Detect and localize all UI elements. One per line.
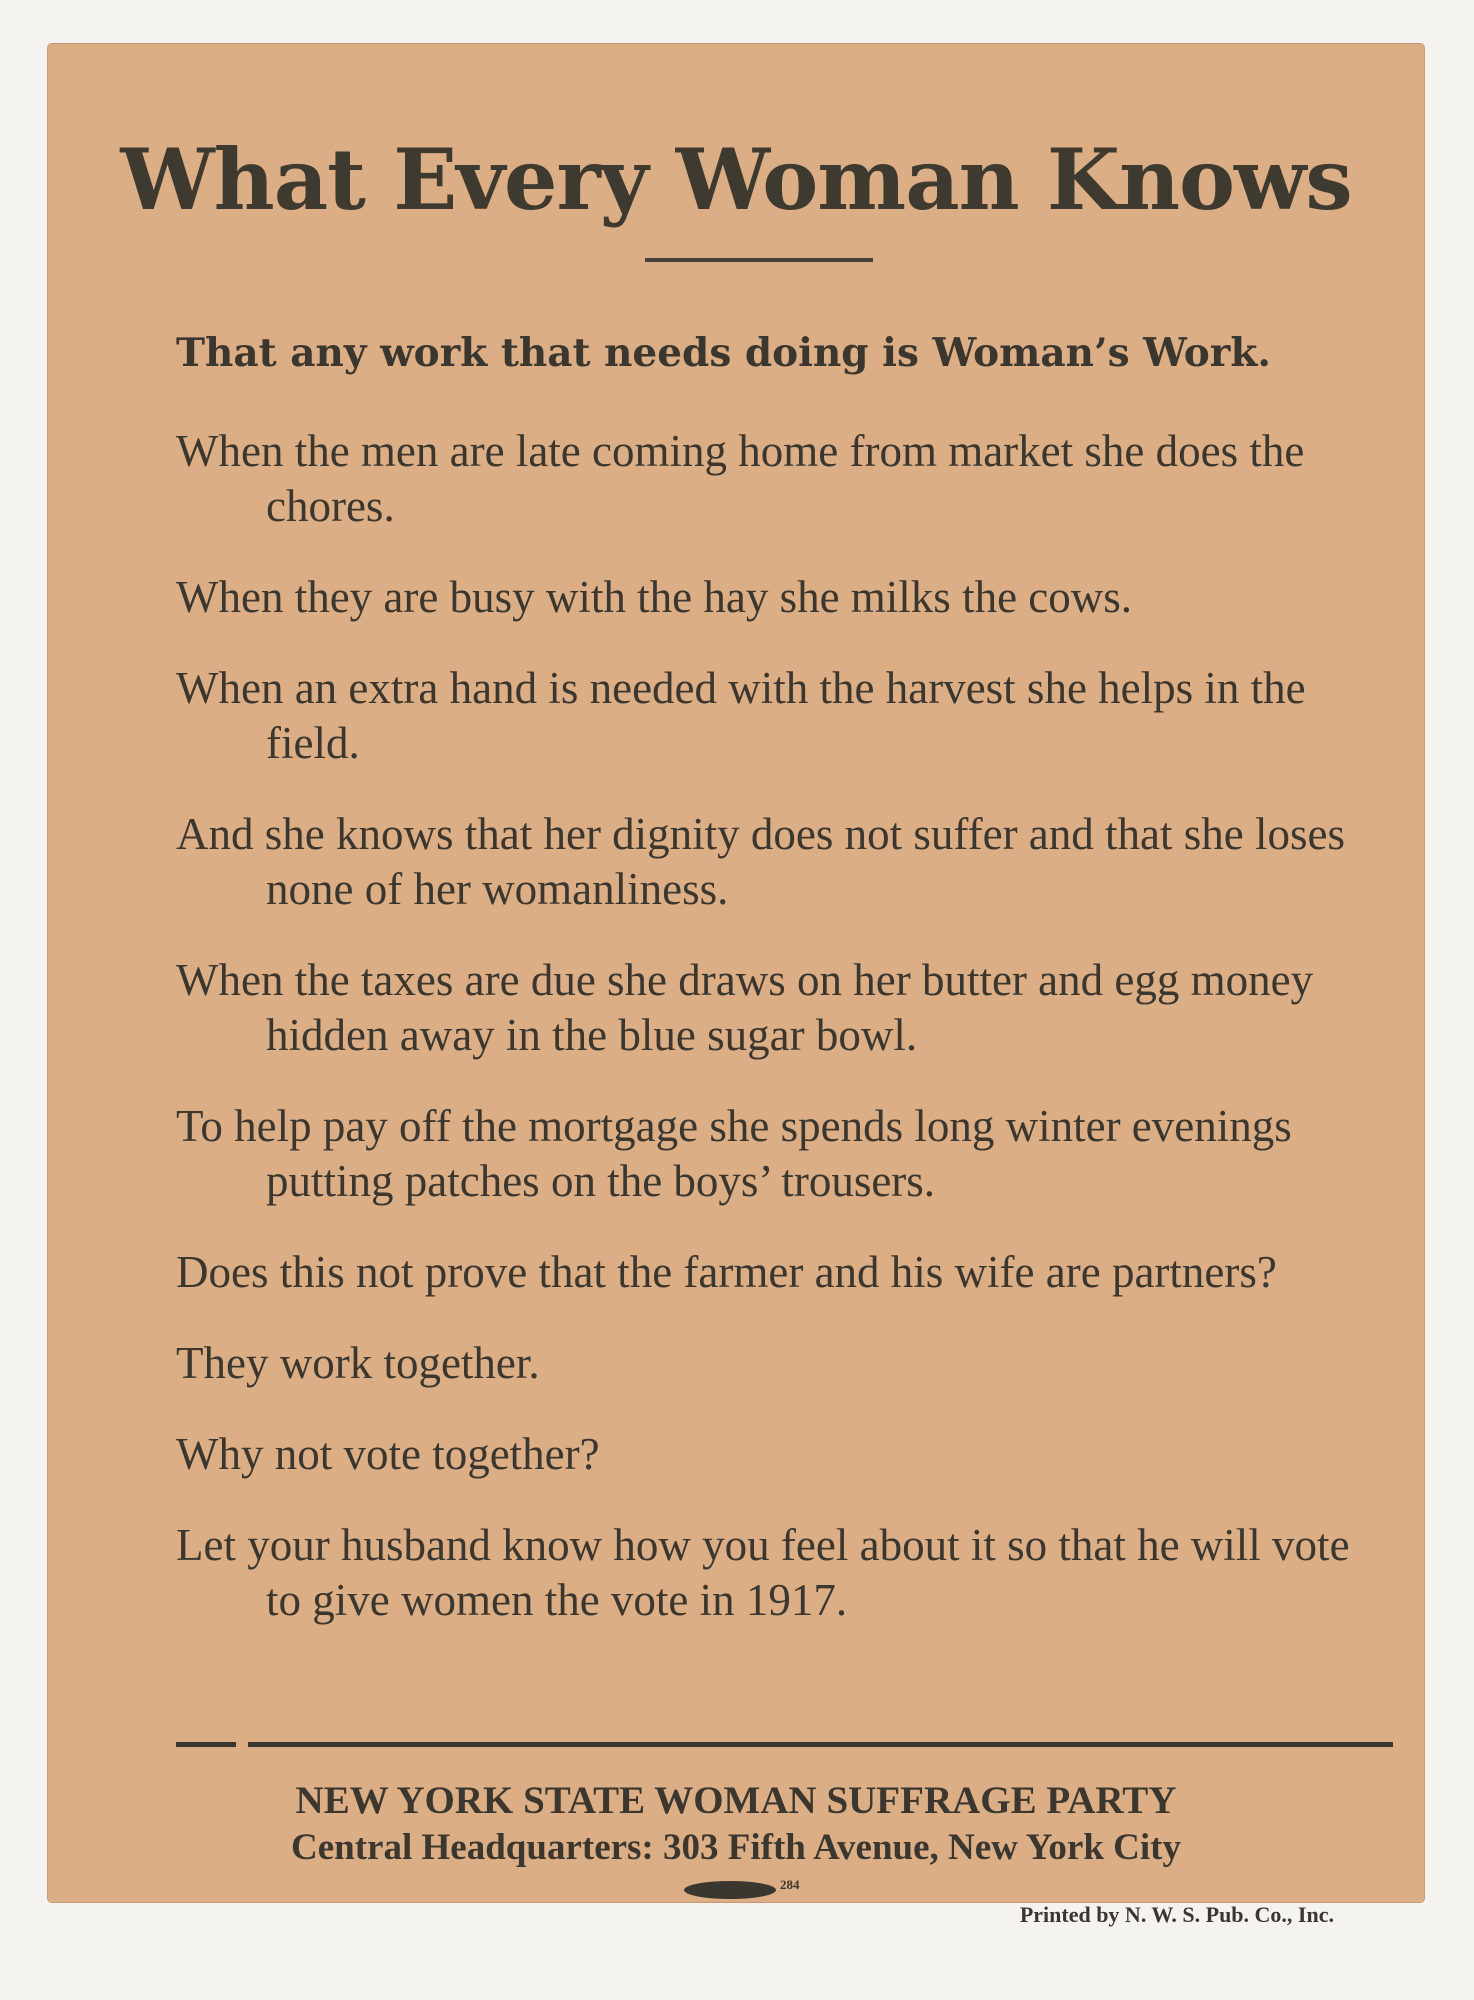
paragraph: Why not vote together? — [176, 1429, 600, 1479]
paragraph: When the men are late coming home from market she does the chores. — [176, 426, 1305, 531]
body-text — [176, 424, 1394, 1664]
union-number: 284 — [780, 1877, 800, 1892]
leaflet-sheet — [48, 44, 1424, 1927]
leaflet-title: What Every Woman Knows — [120, 130, 1352, 229]
union-label — [684, 1877, 800, 1899]
paragraph: When an extra hand is needed with the harvest she helps in the field. — [176, 663, 1306, 768]
headquarters-address: Central Headquarters: 303 Fifth Avenue, New York City — [291, 1827, 1181, 1868]
union-bug-icon — [684, 1881, 776, 1899]
paragraph: To help pay off the mortgage she spends long winter evenings putting patches on the boys’ trousers. — [176, 1101, 1292, 1206]
printer-credit: Printed by N. W. S. Pub. Co., Inc. — [1019, 1902, 1334, 1927]
paragraph: When they are busy with the hay she milks the cows. — [176, 572, 1133, 622]
paragraph: When the taxes are due she draws on her butter and egg money hidden away in the blue sugar bowl. — [176, 955, 1314, 1060]
organization-name: NEW YORK STATE WOMAN SUFFRAGE PARTY — [295, 1779, 1177, 1822]
footer-divider-long — [248, 1742, 1393, 1747]
paragraph: They work together. — [176, 1338, 540, 1388]
paragraph: Let your husband know how you feel about it so that he will vote to give women the vote in 1917. — [176, 1520, 1350, 1625]
paragraph: And she knows that her dignity does not suffer and that she loses none of her womanliness. — [176, 809, 1345, 914]
lead-statement: That any work that needs doing is Woman’s Work. — [176, 330, 1271, 376]
paragraph: Does this not prove that the farmer and his wife are partners? — [176, 1247, 1277, 1297]
title-divider — [645, 258, 873, 262]
footer-divider-short — [176, 1742, 236, 1747]
